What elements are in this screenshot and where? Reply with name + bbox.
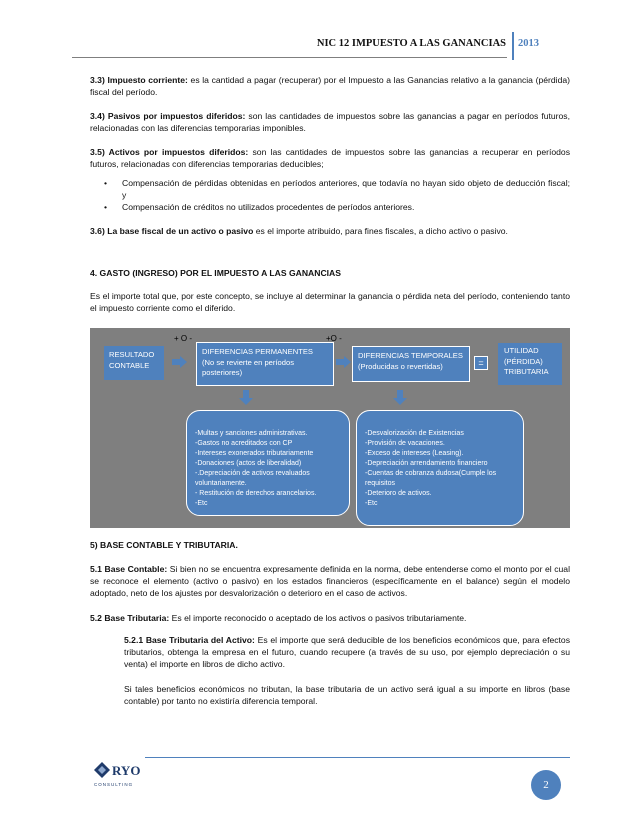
arrow-right-icon [344,356,351,368]
section-5-heading: 5) BASE CONTABLE Y TRIBUTARIA. [90,540,238,550]
bullet-dot: • [104,202,108,212]
permanentes-title: DIFERENCIAS PERMANENTES [202,347,313,356]
diferencias-temporales-box [352,346,470,382]
arrow-right-icon [172,359,180,365]
section-3-4-text: son las cantidades de impuestos sobre las ganancias a pagar en períodos futuros, relacionadas con las diferencias temporarias imponibles. [90,111,570,134]
ryo-consulting-logo [88,752,150,792]
example-item: -.Depreciación de activos revaluados voluntariamente. [195,470,310,487]
section-3-6-text: es el importe atribuido, para fines fiscales, a dicho activo o pasivo. [253,226,508,236]
example-item: -Deterioro de activos. [365,490,432,497]
plus-minus-sign: +O - [326,334,342,343]
plus-minus-sign: + O - [174,334,193,343]
example-item: -Etc [195,500,208,507]
bullet-text: Compensación de créditos no utilizados procedentes de períodos anteriores. [122,202,415,212]
arrow-down-icon [393,398,407,405]
example-item: -Provisión de vacaciones. [365,440,445,447]
section-3-3-text: es la cantidad a pagar (recuperar) por el Impuesto a las Ganancias relativo a la ganancia (pérdida) fiscal del período. [90,75,570,98]
utilidad-tributaria-label: UTILIDAD (PÉRDIDA) TRIBUTARIA [504,346,549,376]
temporales-examples-box [356,410,524,526]
example-item: -Etc [365,500,378,507]
permanentes-subtitle: (No se revierte en períodos posteriores) [202,357,295,377]
example-item: -Donaciones (actos de liberalidad) [195,460,302,467]
example-item: -Depreciación arrendamiento financiero [365,460,488,467]
temporales-title: DIFERENCIAS TEMPORALES [358,351,463,360]
logo-text: RYO [112,763,141,778]
section-3-6 [90,225,570,237]
example-item: -Gastos no acreditados con CP [195,440,293,447]
arrow-right-icon [336,359,344,365]
arrow-down-icon [397,390,403,398]
section-5-2-1-note: Si tales beneficios económicos no tributan, la base tributaria de un activo será igual a su importe en libros (base contable) por tanto no existiría diferencia temporal. [124,684,570,707]
bullet-dot: • [104,178,108,188]
section-5-1 [90,563,570,600]
utilidad-tributaria-box [498,343,562,385]
section-5-2-1-label: 5.2.1 Base Tributaria del Activo: [124,635,255,645]
tax-diagram [90,328,570,528]
arrow-down-icon [239,398,253,405]
header-separator [512,32,514,60]
section-3-4 [90,110,570,134]
equals-sign: = [474,356,488,370]
arrow-down-icon [243,390,249,398]
footer-rule [145,757,570,758]
section-3-4-label: 3.4) Pasivos por impuestos diferidos: [90,111,246,121]
permanentes-examples-list [195,429,341,509]
bullet-text: Compensación de pérdidas obtenidas en períodos anteriores, que todavía no hayan sido objeto de deducción fiscal; y [122,178,570,201]
example-item: -Exceso de intereses (Leasing). [365,450,464,457]
temporales-examples-list [365,429,515,509]
section-4-heading: 4. GASTO (INGRESO) POR EL IMPUESTO A LAS GANANCIAS [90,268,341,278]
section-3-5-label: 3.5) Activos por impuestos diferidos: [90,147,249,157]
example-item: -Cuentas de cobranza dudosa(Cumple los requisitos [365,470,497,487]
header-year: 2013 [518,38,539,49]
section-5-2-text: Es el importe reconocido o aceptado de los activos o pasivos tributariamente. [169,613,467,623]
page-number: 2 [531,770,561,800]
example-item: -Desvalorización de Existencias [365,430,464,437]
section-3-6-label: 3.6) La base fiscal de un activo o pasivo [90,226,254,236]
resultado-contable-box [104,346,164,380]
permanentes-examples-box [186,410,350,516]
logo-subtext: CONSULTING [94,782,134,787]
diferencias-permanentes-box [196,342,334,386]
bullet-item [104,201,570,213]
resultado-contable-label: RESULTADO CONTABLE [109,350,155,370]
section-5-2 [90,612,570,624]
example-item: -Intereses exonerados tributariamente [195,450,314,457]
section-5-1-label: 5.1 Base Contable: [90,564,168,574]
bullet-item [104,177,570,201]
section-5-2-1-text: Es el importe que será deducible de los beneficios económicos que, para efectos tributarios, obtenga la empresa en el futuro, cuando recupere (a través de su uso, por ejemplo depreciación o su venta) el importe en libros de dicho activo. [124,635,570,670]
section-5-2-label: 5.2 Base Tributaria: [90,613,170,623]
temporales-subtitle: (Producidas o revertidas) [358,361,443,371]
section-3-5 [90,146,570,170]
section-4-text: Es el importe total que, por este concepto, se incluye al determinar la ganancia o pérdida neta del período, conteniendo tanto el impuesto corriente como el diferido. [90,291,570,314]
section-3-3-label: 3.3) Impuesto corriente: [90,75,188,85]
arrow-right-icon [180,356,187,368]
section-5-2-1 [124,634,570,671]
section-5-1-text: Si bien no se encuentra expresamente definida en la norma, debe entenderse como el monto por el cual se reconoce el elemento (activo o pasivo) en los estados financieros (específicamente en el balance) según el modelo adoptado, neto de los ajustes por desvalorización o deterioro en el caso de activos. [90,564,570,599]
section-3-3 [90,74,570,98]
header-rule [72,57,507,58]
header-title: NIC 12 IMPUESTO A LAS GANANCIAS [316,38,506,49]
example-item: -Multas y sanciones administrativas. [195,430,308,437]
section-3-5-text: son las cantidades de impuestos sobre las ganancias a recuperar en períodos futuros, relacionadas con diferencias temporarias deducibles; [90,147,570,170]
example-item: - Restitución de derechos arancelarios. [195,490,317,497]
